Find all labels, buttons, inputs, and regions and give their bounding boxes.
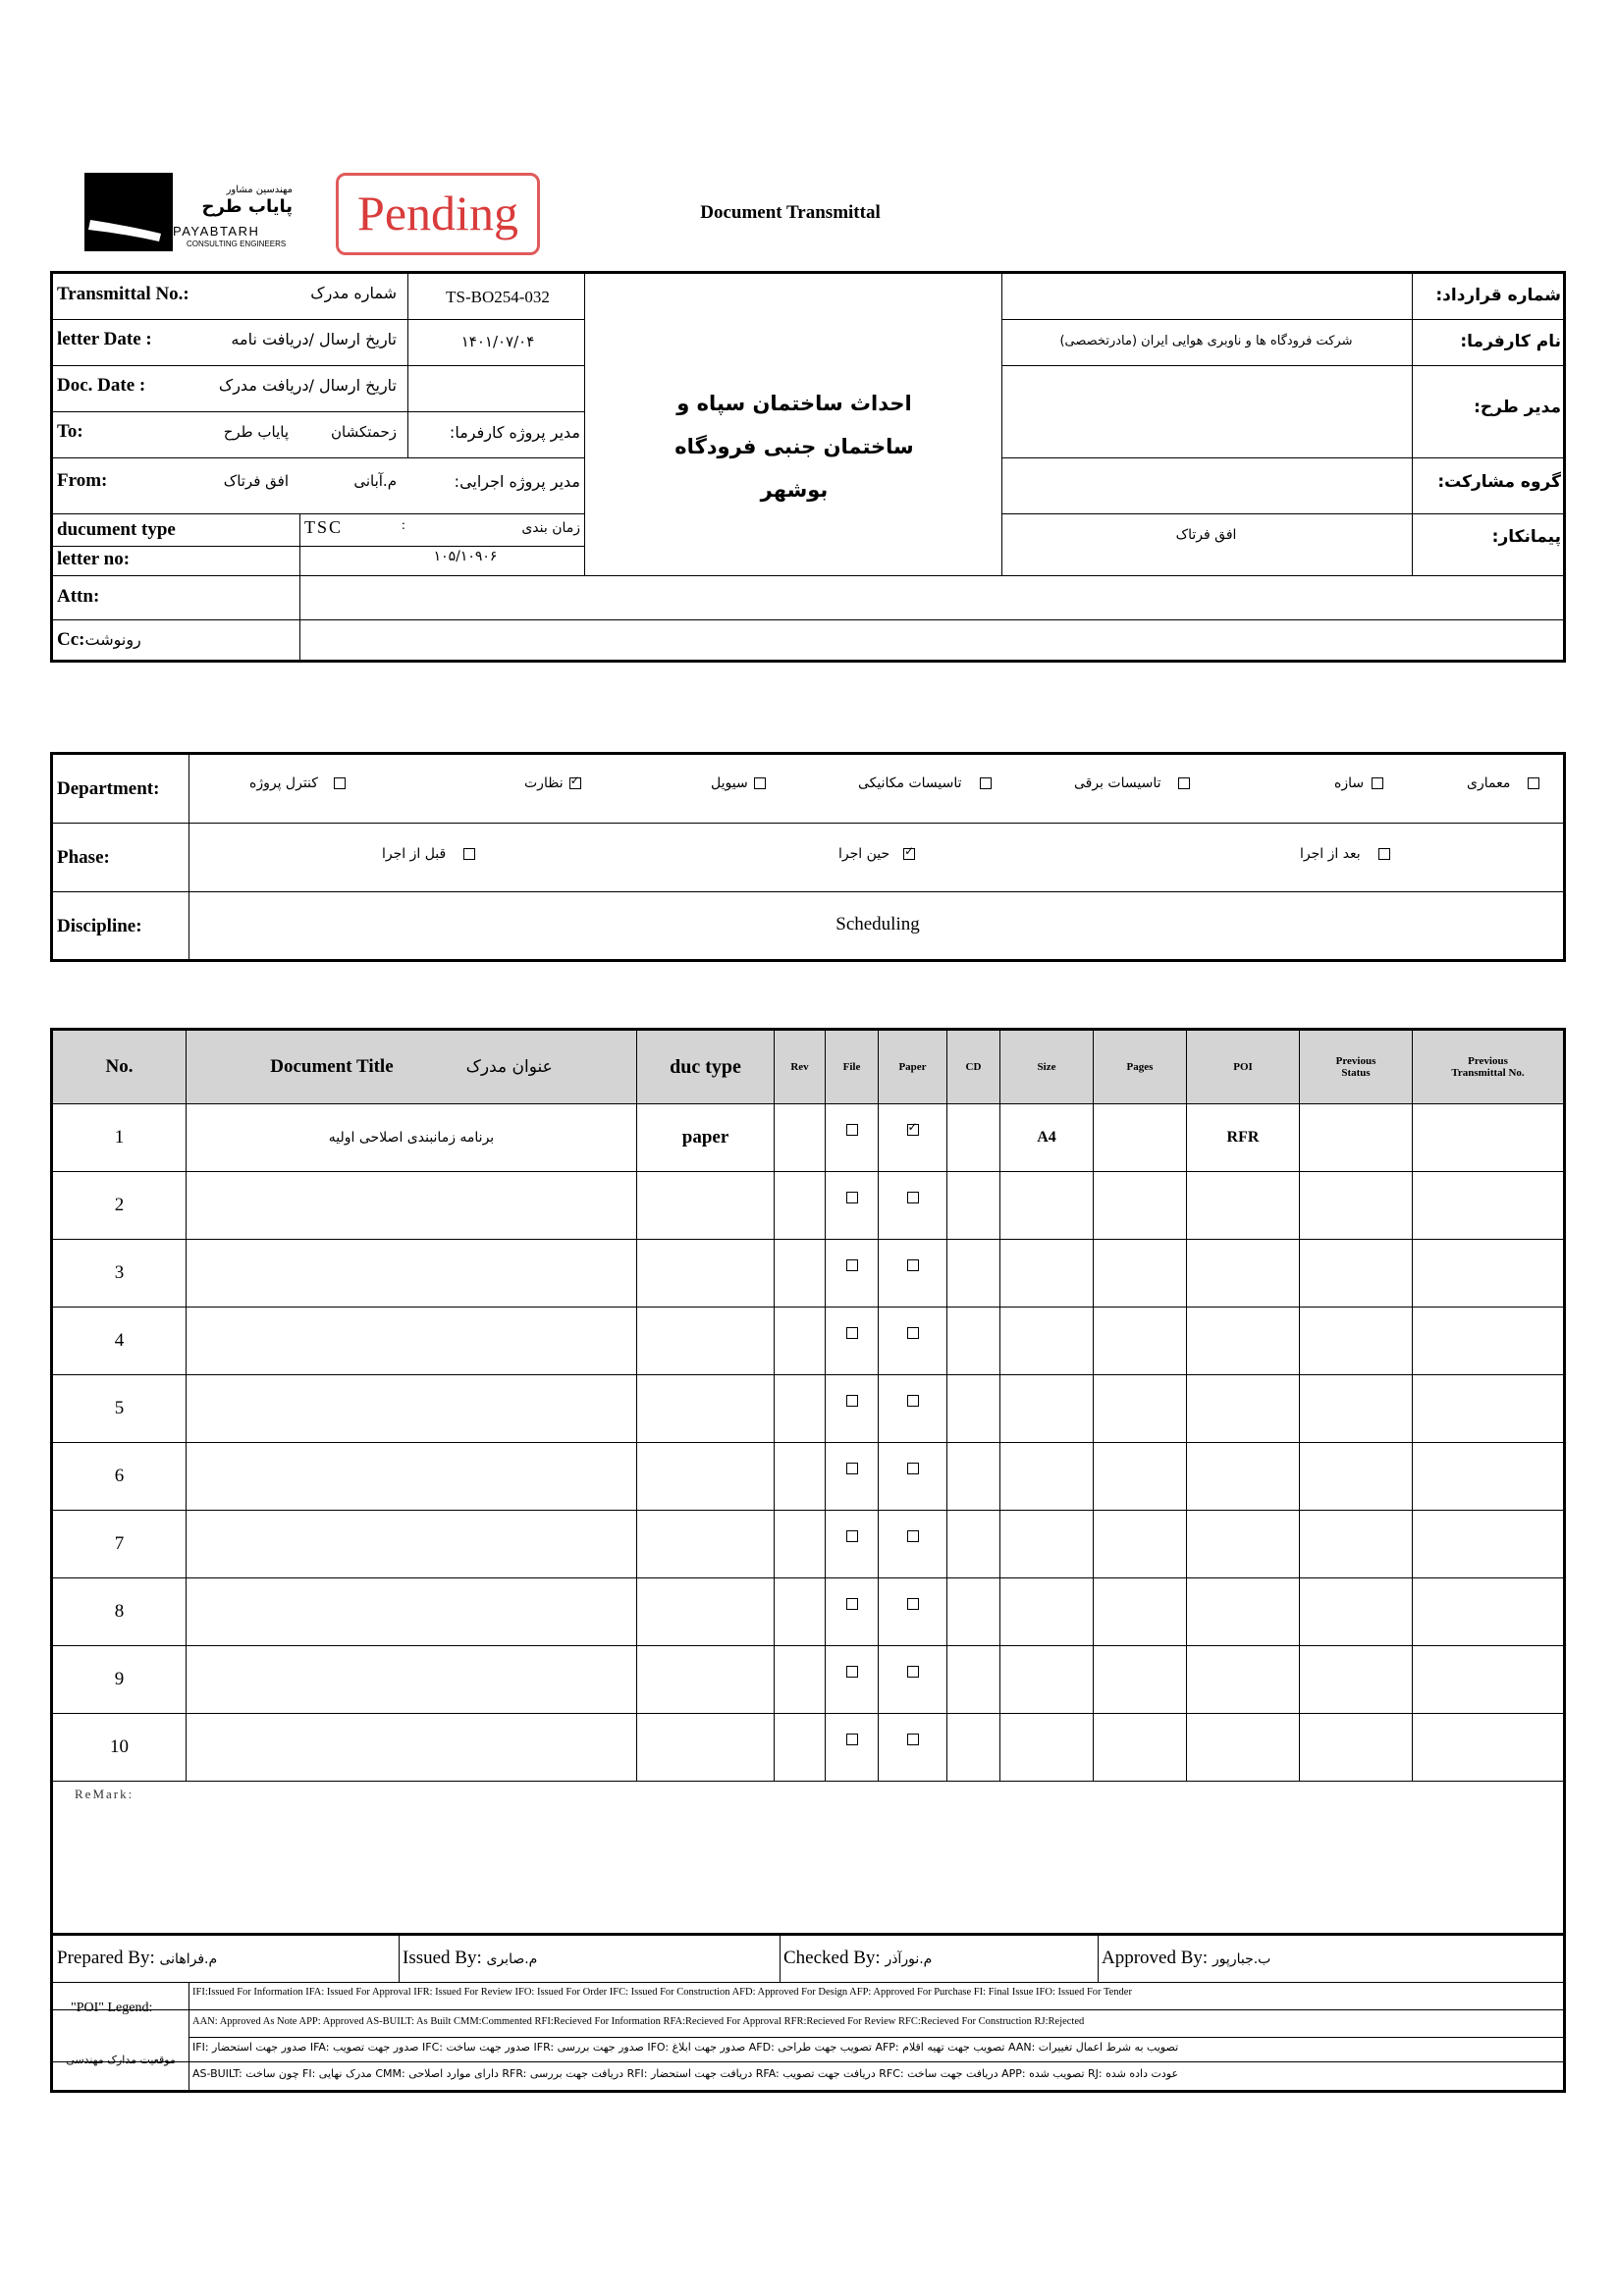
row-type (637, 1511, 775, 1578)
row-cd (947, 1104, 1000, 1172)
attn-label: Attn: (57, 586, 100, 607)
row-type (637, 1443, 775, 1511)
remark-row (52, 1782, 1565, 1935)
row-file (826, 1308, 879, 1375)
row-rev (775, 1714, 826, 1782)
company-logo (84, 173, 296, 255)
row-title: برنامه زمانبندی اصلاحی اولیه (187, 1104, 637, 1172)
file-checkbox[interactable] (846, 1734, 858, 1745)
file-checkbox[interactable] (846, 1327, 858, 1339)
row-poi (1187, 1714, 1300, 1782)
row-prev-status (1300, 1578, 1413, 1646)
dept-checkbox[interactable] (1528, 777, 1539, 789)
col-prev-status-2: Status (1341, 1067, 1371, 1079)
letter-no-label: letter no: (57, 549, 131, 569)
prepared-by (57, 1948, 217, 1969)
col-prev-trans-1: Previous (1468, 1055, 1508, 1067)
row-file (826, 1104, 879, 1172)
letter-date-value: ۱۴۰۱/۰۷/۰۴ (460, 333, 535, 350)
col-cd: CD (947, 1030, 1000, 1104)
row-paper (879, 1172, 947, 1240)
row-rev (775, 1646, 826, 1714)
transmittal-no-label: Transmittal No.: (57, 284, 189, 304)
row-pages (1094, 1443, 1187, 1511)
row-paper (879, 1375, 947, 1443)
table-row (52, 1240, 1565, 1308)
row-file (826, 1646, 879, 1714)
table-header (52, 1030, 1565, 1104)
remark-label: ReMark: (75, 1787, 135, 1801)
dept-label: تاسیسات مکانیکی (858, 775, 962, 791)
row-type (637, 1578, 775, 1646)
row-cd (947, 1240, 1000, 1308)
row-title (187, 1443, 637, 1511)
row-file (826, 1443, 879, 1511)
col-prev-trans-2: Transmittal No. (1451, 1067, 1525, 1079)
row-number: 2 (52, 1172, 187, 1240)
transmittal-no-value: TS-BO254-032 (446, 288, 550, 306)
issued-value: م.صابری (486, 1951, 538, 1967)
row-file (826, 1172, 879, 1240)
logo-name-fa: پایاب طرح (201, 196, 293, 217)
row-file (826, 1240, 879, 1308)
row-size (1000, 1240, 1094, 1308)
table-body (52, 1104, 1565, 1782)
phase-option-after[interactable] (1300, 845, 1437, 863)
row-file (826, 1375, 879, 1443)
phase-checkbox[interactable] (1378, 848, 1390, 860)
row-cd (947, 1511, 1000, 1578)
table-row (52, 1308, 1565, 1375)
row-type (637, 1172, 775, 1240)
row-rev (775, 1172, 826, 1240)
row-poi (1187, 1578, 1300, 1646)
poi-legend-label: "POI" Legend: (71, 2001, 153, 2015)
discipline-value: Scheduling (835, 914, 920, 934)
doc-type-colon: : (402, 518, 405, 533)
row-size (1000, 1646, 1094, 1714)
to-person: زحمتکشان (331, 423, 397, 441)
phase-label-text: بعد از اجرا (1300, 846, 1361, 862)
table-row (52, 1104, 1565, 1172)
table-row (52, 1646, 1565, 1714)
row-paper (879, 1578, 947, 1646)
contractor-value: افق فرتاک (1175, 527, 1237, 543)
row-title (187, 1308, 637, 1375)
row-paper (879, 1104, 947, 1172)
dept-label: سازه (1334, 775, 1365, 791)
partner-label: گروه مشارکت: (1437, 472, 1561, 492)
dept-label: سیویل (711, 775, 748, 791)
row-number: 9 (52, 1646, 187, 1714)
checked-value: م.نورآذر (885, 1951, 933, 1967)
row-title (187, 1511, 637, 1578)
row-file (826, 1511, 879, 1578)
row-rev (775, 1443, 826, 1511)
row-prev-trans (1413, 1443, 1565, 1511)
from-label: From: (57, 470, 108, 491)
row-prev-status (1300, 1511, 1413, 1578)
row-paper (879, 1714, 947, 1782)
row-number: 6 (52, 1443, 187, 1511)
letter-date-label: letter Date : (57, 329, 152, 349)
row-cd (947, 1375, 1000, 1443)
row-cd (947, 1578, 1000, 1646)
row-type (637, 1714, 775, 1782)
row-number: 10 (52, 1714, 187, 1782)
col-prev-status-1: Previous (1335, 1055, 1376, 1067)
stamp-text: Pending (357, 186, 518, 240)
transmittal-no-label-fa: شماره مدرک (310, 284, 397, 302)
row-poi (1187, 1240, 1300, 1308)
col-no: No. (52, 1030, 187, 1104)
row-pages (1094, 1714, 1187, 1782)
row-prev-trans (1413, 1172, 1565, 1240)
row-prev-trans (1413, 1104, 1565, 1172)
row-prev-status (1300, 1646, 1413, 1714)
row-size: A4 (1000, 1104, 1094, 1172)
row-number: 4 (52, 1308, 187, 1375)
col-size: Size (1000, 1030, 1094, 1104)
row-poi: RFR (1187, 1104, 1300, 1172)
row-prev-trans (1413, 1578, 1565, 1646)
row-rev (775, 1240, 826, 1308)
prepared-label: Prepared By: (57, 1948, 155, 1968)
row-paper (879, 1308, 947, 1375)
from-person: م.آبانی (353, 472, 397, 490)
approved-value: ب.جبارپور (1212, 1951, 1271, 1967)
contractor-label: پیمانکار: (1491, 527, 1561, 547)
cc-label-fa: رونوشت (84, 630, 141, 649)
col-pages: Pages (1094, 1030, 1187, 1104)
legend-line-4: AS-BUILT: چون ساخت FI: مدرک نهایی CMM: دارای موارد اصلاحی RFR: دریافت جهت بررسی RFI: دریافت جهت استحضار RFA: دریافت جهت تصویب RFC: دریافت جهت ساخت APP: تصویب شده RJ: عودت داده شده (192, 2067, 1179, 2080)
row-type: paper (637, 1104, 775, 1172)
table-row (52, 1172, 1565, 1240)
file-checkbox[interactable] (846, 1666, 858, 1678)
dept-checkbox-checked[interactable] (569, 777, 581, 789)
row-cd (947, 1714, 1000, 1782)
legend-line-1: IFI:Issued For Information IFA: Issued For Approval IFR: Issued For Review IFO: Issued For Order IFC: Issued For Construction AFD: Approved For Design AFP: Approved For Purchase FI: Final Issue IFO: Issued For Tender (192, 1987, 1132, 1998)
pending-stamp (336, 173, 540, 255)
cc-label-en: Cc: (57, 629, 85, 650)
dept-option-civil[interactable] (711, 774, 829, 792)
col-paper: Paper (879, 1030, 947, 1104)
col-file: File (826, 1030, 879, 1104)
legend-line-3: IFI: صدور جهت استحضار IFA: صدور جهت تصویب IFC: صدور جهت ساخت IFR: صدور جهت بررسی IFO: صدور جهت ابلاغ AFD: تصویب جهت طراحی AFP: تصویب جهت تهیه اقلام AAN: تصویب به شرط اعمال تغییرات (192, 2041, 1179, 2054)
file-checkbox[interactable] (846, 1598, 858, 1610)
phase-option-during[interactable] (838, 845, 976, 863)
row-poi (1187, 1511, 1300, 1578)
row-poi (1187, 1308, 1300, 1375)
file-checkbox[interactable] (846, 1259, 858, 1271)
paper-checkbox[interactable] (907, 1530, 919, 1542)
row-cd (947, 1308, 1000, 1375)
phase-option-before[interactable] (382, 845, 519, 863)
col-title-fa: عنوان مدرک (465, 1057, 553, 1077)
row-prev-trans (1413, 1511, 1565, 1578)
row-rev (775, 1104, 826, 1172)
from-value: افق فرتاک (223, 472, 289, 490)
row-size (1000, 1375, 1094, 1443)
row-rev (775, 1375, 826, 1443)
row-size (1000, 1511, 1094, 1578)
col-type: duc type (637, 1030, 775, 1104)
info-block (50, 271, 1566, 663)
table-row (52, 1578, 1565, 1646)
row-prev-status (1300, 1443, 1413, 1511)
file-checkbox[interactable] (846, 1530, 858, 1542)
row-prev-status (1300, 1714, 1413, 1782)
table-row (52, 1511, 1565, 1578)
dept-option-supervision[interactable] (524, 774, 642, 792)
client-value: شرکت فرودگاه ها و ناوبری هوایی ایران (مادرتخصصی) (1059, 334, 1353, 348)
paper-checkbox[interactable] (907, 1124, 919, 1136)
letter-no-value: ۱۰۵/۱۰۹۰۶ (433, 549, 498, 564)
designer-label: مدیر طرح: (1474, 398, 1561, 417)
row-size (1000, 1443, 1094, 1511)
checked-by (783, 1948, 932, 1969)
checked-label: Checked By: (783, 1948, 881, 1968)
row-pages (1094, 1308, 1187, 1375)
row-type (637, 1646, 775, 1714)
logo-name-en: PAYABTARH (173, 224, 260, 239)
row-pages (1094, 1375, 1187, 1443)
dept-option-structure[interactable] (1334, 774, 1452, 792)
row-cd (947, 1646, 1000, 1714)
row-prev-trans (1413, 1646, 1565, 1714)
row-number: 8 (52, 1578, 187, 1646)
row-pages (1094, 1646, 1187, 1714)
dept-label: معماری (1467, 775, 1511, 791)
dept-checkbox[interactable] (754, 777, 766, 789)
paper-checkbox[interactable] (907, 1463, 919, 1474)
paper-checkbox[interactable] (907, 1327, 919, 1339)
row-type (637, 1308, 775, 1375)
to-label: To: (57, 421, 83, 442)
table-row (52, 1443, 1565, 1511)
row-pages (1094, 1104, 1187, 1172)
row-poi (1187, 1375, 1300, 1443)
row-number: 3 (52, 1240, 187, 1308)
logo-subtitle: مهندسین مشاور (226, 185, 293, 195)
department-label: Department: (57, 778, 160, 799)
signoff-block (50, 1936, 1566, 2093)
table-row (52, 1714, 1565, 1782)
from-role: مدیر پروژه اجرایی: (454, 472, 580, 491)
row-poi (1187, 1443, 1300, 1511)
row-type (637, 1240, 775, 1308)
row-number: 1 (52, 1104, 187, 1172)
row-prev-status (1300, 1104, 1413, 1172)
doc-type-label: ducument type (57, 519, 176, 540)
schedule-label: زمان بندی (521, 520, 580, 536)
phase-label-text: حین اجرا (838, 846, 890, 862)
table-row (52, 1375, 1565, 1443)
row-rev (775, 1511, 826, 1578)
row-paper (879, 1240, 947, 1308)
row-poi (1187, 1172, 1300, 1240)
dept-option-architecture[interactable] (1467, 774, 1565, 792)
phase-label-text: قبل از اجرا (382, 846, 447, 862)
col-poi: POI (1187, 1030, 1300, 1104)
dept-label: نظارت (524, 775, 564, 791)
client-label: نام کارفرما: (1460, 332, 1561, 351)
row-prev-trans (1413, 1375, 1565, 1443)
dept-label: تاسیسات برقی (1074, 775, 1161, 791)
row-pages (1094, 1511, 1187, 1578)
file-checkbox[interactable] (846, 1463, 858, 1474)
dept-option-mechanical[interactable] (858, 774, 1015, 792)
file-checkbox[interactable] (846, 1192, 858, 1203)
prepared-value: م.فراهانی (159, 1951, 218, 1967)
row-pages (1094, 1578, 1187, 1646)
row-type (637, 1375, 775, 1443)
paper-checkbox[interactable] (907, 1598, 919, 1610)
paper-checkbox[interactable] (907, 1192, 919, 1203)
row-prev-trans (1413, 1308, 1565, 1375)
file-checkbox[interactable] (846, 1124, 858, 1136)
row-number: 5 (52, 1375, 187, 1443)
paper-checkbox[interactable] (907, 1734, 919, 1745)
row-size (1000, 1578, 1094, 1646)
doc-date-label: Doc. Date : (57, 375, 146, 396)
dept-checkbox[interactable] (980, 777, 992, 789)
to-role: مدیر پروژه کارفرما: (449, 423, 580, 442)
col-rev: Rev (775, 1030, 826, 1104)
to-value: پایاب طرح (223, 423, 289, 441)
issued-label: Issued By: (403, 1948, 482, 1968)
row-prev-status (1300, 1240, 1413, 1308)
col-title-en: Document Title (270, 1056, 394, 1077)
row-file (826, 1714, 879, 1782)
dept-checkbox[interactable] (334, 777, 346, 789)
phase-label: Phase: (57, 847, 110, 868)
paper-checkbox[interactable] (907, 1259, 919, 1271)
row-pages (1094, 1172, 1187, 1240)
approved-label: Approved By: (1102, 1948, 1209, 1968)
row-rev (775, 1578, 826, 1646)
approved-by (1102, 1948, 1270, 1969)
row-paper (879, 1443, 947, 1511)
row-cd (947, 1443, 1000, 1511)
letter-date-label-fa: تاریخ ارسال /دریافت نامه (231, 330, 397, 348)
row-rev (775, 1308, 826, 1375)
issued-by (403, 1948, 537, 1969)
row-paper (879, 1511, 947, 1578)
documents-table (50, 1028, 1566, 1936)
row-paper (879, 1646, 947, 1714)
row-title (187, 1646, 637, 1714)
discipline-label: Discipline: (57, 916, 142, 936)
col-prev-trans (1413, 1030, 1565, 1104)
row-prev-status (1300, 1375, 1413, 1443)
phase-checkbox-checked[interactable] (903, 848, 915, 860)
doc-date-label-fa: تاریخ ارسال /دریافت مدرک (218, 376, 397, 395)
row-file (826, 1578, 879, 1646)
contract-no-label: شماره قرارداد: (1435, 286, 1561, 305)
logo-mark (84, 173, 173, 251)
dept-checkbox[interactable] (1178, 777, 1190, 789)
row-title (187, 1240, 637, 1308)
paper-checkbox[interactable] (907, 1666, 919, 1678)
status-legend-label: موقعیت مدارک مهندسی (66, 2054, 176, 2066)
dept-checkbox[interactable] (1372, 777, 1383, 789)
page-title: Document Transmittal (700, 202, 881, 223)
file-checkbox[interactable] (846, 1395, 858, 1407)
row-size (1000, 1714, 1094, 1782)
row-prev-status (1300, 1308, 1413, 1375)
row-number: 7 (52, 1511, 187, 1578)
row-title (187, 1578, 637, 1646)
row-title (187, 1714, 637, 1782)
col-prev-status (1300, 1030, 1413, 1104)
dept-option-project-control[interactable] (249, 774, 406, 792)
row-size (1000, 1308, 1094, 1375)
legend-line-2: AAN: Approved As Note APP: Approved AS-BUILT: As Built CMM:Commented RFI:Recieved For Information RFA:Recieved For Approval RFR:Recieved For Review RFC:Recieved For Construction RJ:Rejected (192, 2016, 1085, 2027)
row-pages (1094, 1240, 1187, 1308)
dept-label: کنترل پروژه (249, 775, 318, 791)
cc-label (57, 629, 141, 651)
row-cd (947, 1172, 1000, 1240)
row-prev-trans (1413, 1240, 1565, 1308)
paper-checkbox[interactable] (907, 1395, 919, 1407)
logo-tagline: CONSULTING ENGINEERS (187, 240, 287, 248)
row-poi (1187, 1646, 1300, 1714)
row-title (187, 1172, 637, 1240)
row-size (1000, 1172, 1094, 1240)
dept-option-electrical[interactable] (1074, 774, 1231, 792)
row-title (187, 1375, 637, 1443)
project-title: احداث ساختمان سپاه و ساختمان جنبی فرودگاه بوشهر (674, 392, 914, 502)
department-block (50, 752, 1566, 962)
row-prev-trans (1413, 1714, 1565, 1782)
phase-checkbox[interactable] (463, 848, 475, 860)
col-title (187, 1030, 637, 1104)
row-prev-status (1300, 1172, 1413, 1240)
doc-type-value: TSC (304, 517, 344, 537)
department-options (249, 774, 1555, 802)
